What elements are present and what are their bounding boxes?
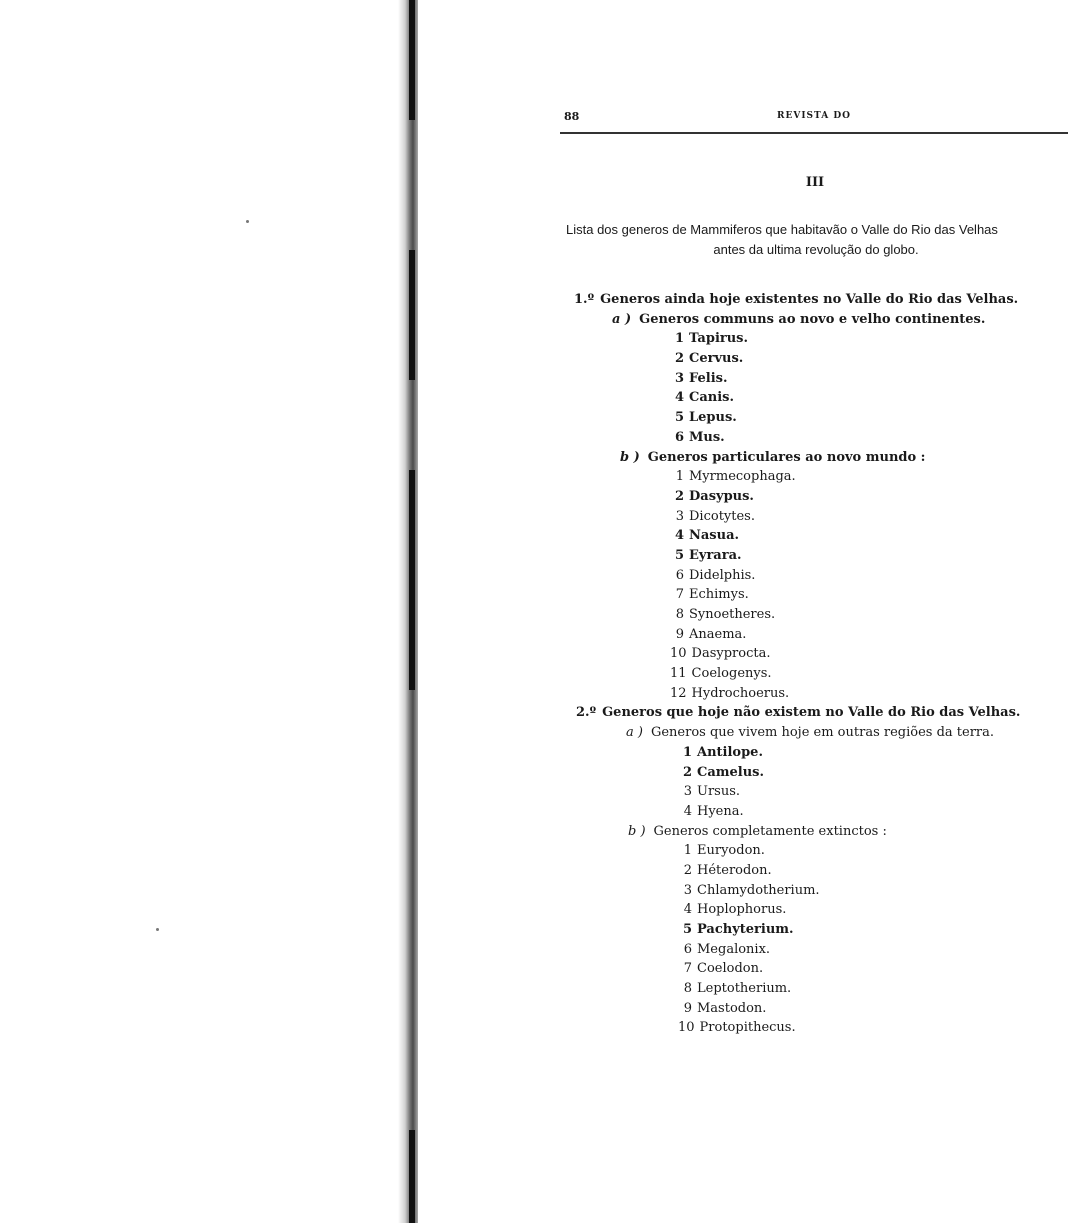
section-numeral: III	[805, 175, 825, 190]
gutter-shadow	[409, 250, 415, 380]
list-item: 7 Coelodon.	[683, 961, 764, 977]
subsection-label: a )	[626, 725, 643, 741]
gutter-shadow	[409, 1130, 415, 1223]
list-item: 2 Cervus.	[674, 351, 744, 367]
list-item: 2 Héterodon.	[683, 862, 772, 878]
list-item: 3 Ursus.	[683, 784, 741, 800]
subsection-title: Generos completamente extinctos :	[653, 823, 887, 839]
paper-speck	[246, 220, 249, 223]
subsection-label: b )	[628, 823, 646, 839]
list-item: 12 Hydrochoerus.	[670, 685, 790, 701]
gutter-shadow	[409, 0, 415, 120]
list-item: 3 Felis.	[674, 370, 728, 386]
intro-line: antes da ultima revolução do globo.	[713, 242, 919, 257]
subsection-label: b )	[620, 449, 640, 465]
list-item: 1 Antilope.	[682, 744, 763, 760]
section-heading	[560, 290, 1070, 310]
section-heading	[560, 703, 1070, 723]
list-item: 4 Hyena.	[683, 803, 744, 819]
subsection-heading	[560, 723, 1070, 743]
list-item: 10 Protopithecus.	[678, 1020, 796, 1036]
list-item: 9 Anaema.	[675, 626, 747, 642]
list-item: 4 Canis.	[674, 390, 735, 406]
subsection-heading	[560, 448, 1070, 468]
subsection-heading	[560, 822, 1070, 842]
list-item: 6 Megalonix.	[683, 941, 771, 957]
list-item: 11 Coelogenys.	[670, 666, 772, 682]
list-item: 5 Lepus.	[674, 410, 737, 426]
page-number: 88	[564, 110, 580, 123]
list-item: 4 Hoplophorus.	[683, 902, 787, 918]
list-item: 8 Leptotherium.	[683, 981, 792, 997]
list-item: 3 Dicotytes.	[675, 508, 755, 524]
list-item: 2 Dasypus.	[674, 488, 754, 504]
list-item: 6 Mus.	[674, 429, 725, 445]
list-item: 2 Camelus.	[682, 764, 765, 780]
page-header	[560, 110, 1068, 134]
subsection-title: Generos communs ao novo e velho continentes.	[639, 311, 986, 327]
list-item: 9 Mastodon.	[683, 1000, 767, 1016]
running-head: REVISTA DO	[777, 111, 851, 121]
subsection-heading	[560, 310, 1070, 330]
gutter-shadow	[409, 470, 415, 690]
subsection-title: Generos que vivem hoje em outras regiões da terra.	[650, 725, 995, 741]
intro-line: Lista dos generos de Mammiferos que habitavão o Valle do Rio das Velhas	[566, 222, 998, 237]
list-item: 6 Didelphis.	[675, 567, 756, 583]
list-item: 8 Synoetheres.	[675, 607, 776, 622]
subsection-label: a )	[612, 311, 632, 327]
list-item: 5 Pachyterium.	[682, 922, 794, 937]
section-number: 2.º	[576, 705, 597, 721]
list-item: 5 Eyrara.	[674, 547, 742, 563]
section-title: Generos ainda hoje existentes no Valle do Rio das Velhas.	[600, 292, 1019, 307]
book-spine-shadow	[398, 0, 418, 1223]
subsection-title: Generos particulares ao novo mundo :	[647, 449, 926, 465]
section-title: Generos que hoje não existem no Valle do Rio das Velhas.	[602, 705, 1021, 721]
list-item: 1 Euryodon.	[683, 843, 765, 859]
genera-list	[560, 290, 1070, 1038]
list-item: 3 Chlamydotherium.	[683, 882, 820, 898]
list-item: 7 Echimys.	[675, 587, 749, 603]
list-item: 1 Tapirus.	[674, 331, 749, 347]
intro-paragraph	[566, 220, 1066, 260]
list-item: 1 Myrmecophaga.	[675, 469, 796, 485]
section-number: 1.º	[574, 292, 595, 307]
paper-speck	[156, 928, 159, 931]
list-item: 4 Nasua.	[674, 528, 740, 544]
list-item: 10 Dasyprocta.	[670, 646, 771, 662]
